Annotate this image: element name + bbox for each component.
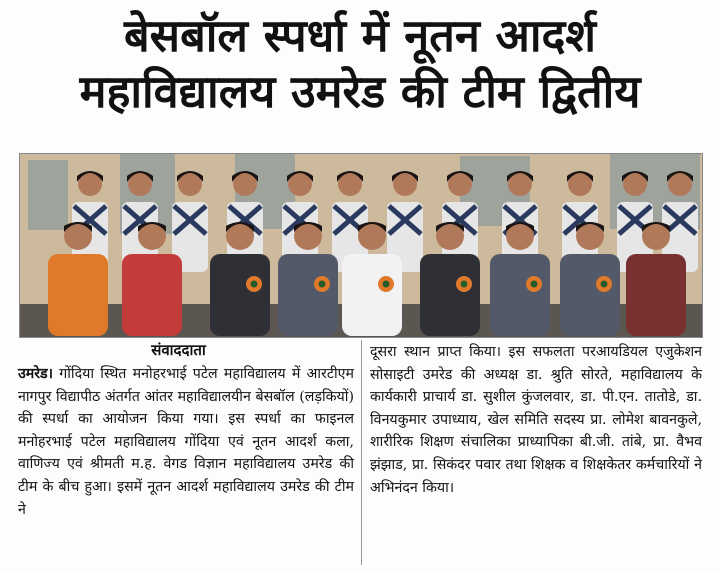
- rosette-center: [383, 281, 390, 288]
- team-photo-illustration: [20, 154, 702, 337]
- dateline: उमरेड।: [18, 366, 54, 382]
- article-column-right: [370, 341, 702, 499]
- rosette-center: [601, 281, 608, 288]
- rosette-center: [531, 281, 538, 288]
- seated-person-body: [420, 254, 480, 336]
- seated-person-body: [48, 254, 108, 336]
- seated-person-body: [342, 254, 402, 336]
- article-text-left: गोंदिया स्थित मनोहरभाई पटेल महाविद्यालय में आरटीएम नागपुर विद्यापीठ अंतर्गत आंतर महाविद्यालयीन बेसबॉल (लड़कियों) की स्पर्धा का आयोजन किया गया। इस स्पर्धा का फाइनल मनोहरभाई पटेल महाविद्यालय गोंदिया एवं नूतन आदर्श कला, वाणिज्य एवं श्रीमती म.ह. वेगड विज्ञान महाविद्यालय उमरेड की टीम के बीच हुआ। इसमें नूतन आदर्श महाविद्यालय उमरेड की टीम ने: [18, 366, 354, 518]
- seated-person-body: [626, 254, 686, 336]
- rosette-center: [319, 281, 326, 288]
- rosette-center: [251, 281, 258, 288]
- seated-person-body: [210, 254, 270, 336]
- rosette-center: [461, 281, 468, 288]
- team-photo: [19, 153, 703, 338]
- seated-person-body: [490, 254, 550, 336]
- headline: [0, 8, 720, 120]
- photo-window: [28, 160, 68, 230]
- seated-person-body: [278, 254, 338, 336]
- article-text-right: दूसरा स्थान प्राप्त किया। इस सफलता परआयडियल एजुकेशन सोसाइटी उमरेड की अध्यक्ष डा. श्रुति सोरते, महाविद्यालय के कार्यकारी प्राचार्य डा. सुशील कुंजलवार, डा. पी.एन. तातोडे, डा. विनयकुमार उपाध्याय, खेल समिति सदस्य प्रा. लोमेश बावनकुले, शारीरिक शिक्षण संचालिका प्राध्यापिका बी.जी. तांबे, प्रा. वैभव झंझाड, प्रा. सिकंदर पवार तथा शिक्षक व शिक्षकेतर कर्मचारियों ने अभिनंदन किया।: [370, 344, 702, 496]
- headline-line-1: बेसबॉल स्पर्धा में नूतन आदर्श: [123, 9, 597, 62]
- seated-person-body: [122, 254, 182, 336]
- column-divider: [361, 340, 362, 565]
- seated-person-body: [560, 254, 620, 336]
- headline-line-2: महाविद्यालय उमरेड की टीम द्वितीय: [79, 65, 641, 118]
- article-column-left: [18, 363, 354, 521]
- byline: संवाददाता: [151, 341, 206, 359]
